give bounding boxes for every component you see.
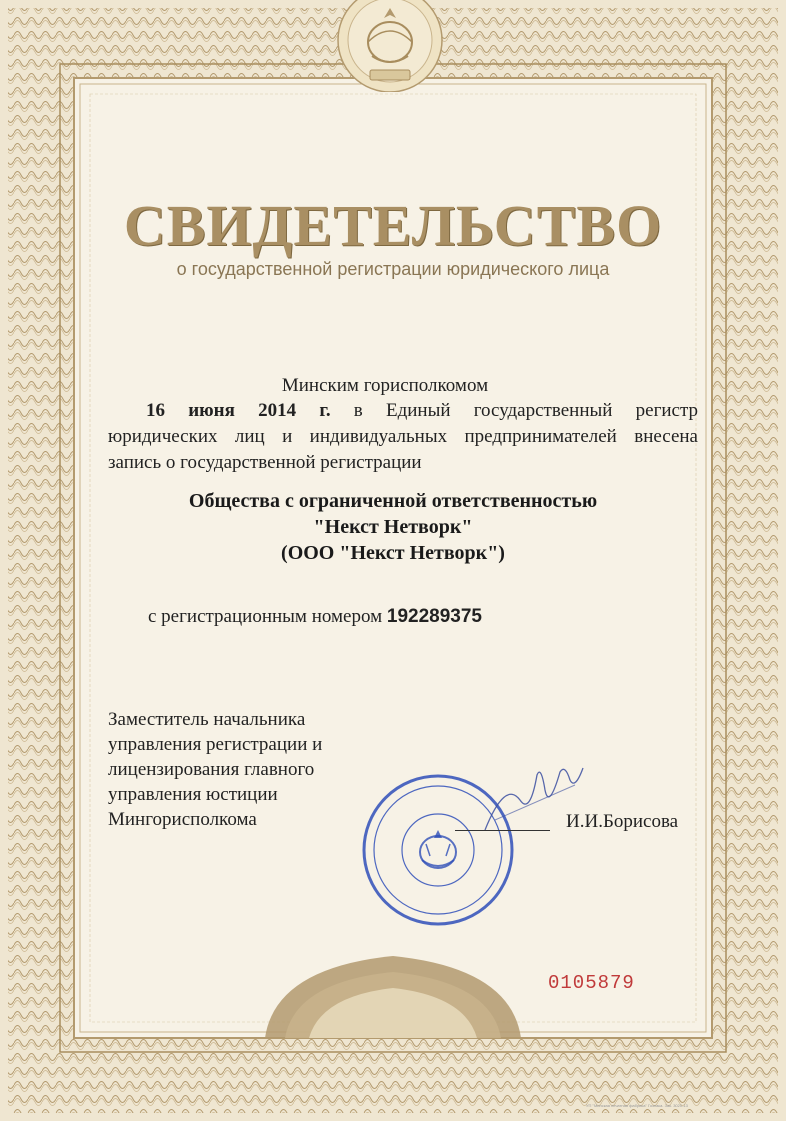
serial-number: 0105879	[548, 972, 635, 994]
position-line: управления юстиции	[108, 784, 278, 805]
registration-number-line	[148, 606, 482, 628]
position-line: Мингорисполкома	[108, 809, 257, 830]
registration-date: 16 июня 2014 г.	[146, 400, 331, 421]
position-line: управления регистрации и	[108, 734, 323, 755]
org-legal-form: Общества с ограниченной ответственностью	[188, 490, 598, 512]
state-emblem-icon	[330, 0, 450, 92]
position-line: лицензирования главного	[108, 759, 315, 780]
record-line: запись о государственной регистрации	[108, 452, 422, 473]
signature-line	[455, 830, 550, 831]
signer-name: И.И.Борисова	[566, 811, 679, 832]
bottom-rosette	[265, 948, 521, 1038]
registration-number: 192289375	[386, 606, 482, 627]
org-name: "Некст Нетворк"	[313, 516, 473, 538]
registration-number-label: с регистрационным номером	[148, 606, 383, 627]
document-title: СВИДЕТЕЛЬСТВО	[123, 193, 663, 258]
org-short-name: (ООО "Некст Нетворк")	[281, 542, 505, 564]
document-subtitle: о государственной регистрации юридического лица	[176, 259, 610, 279]
registration-date-rest: в Единый государственный регистр	[353, 400, 698, 421]
registrar-line: Минским горисполкомом	[281, 375, 489, 396]
registration-date-line	[108, 398, 698, 424]
printer-note: УП "Минская печатная фабрика" Гознака. Зак. 3020-13	[586, 1103, 688, 1108]
position-line: Заместитель начальника	[108, 709, 306, 730]
register-line: юридических лиц и индивидуальных предпринимателей внесена	[108, 426, 698, 447]
